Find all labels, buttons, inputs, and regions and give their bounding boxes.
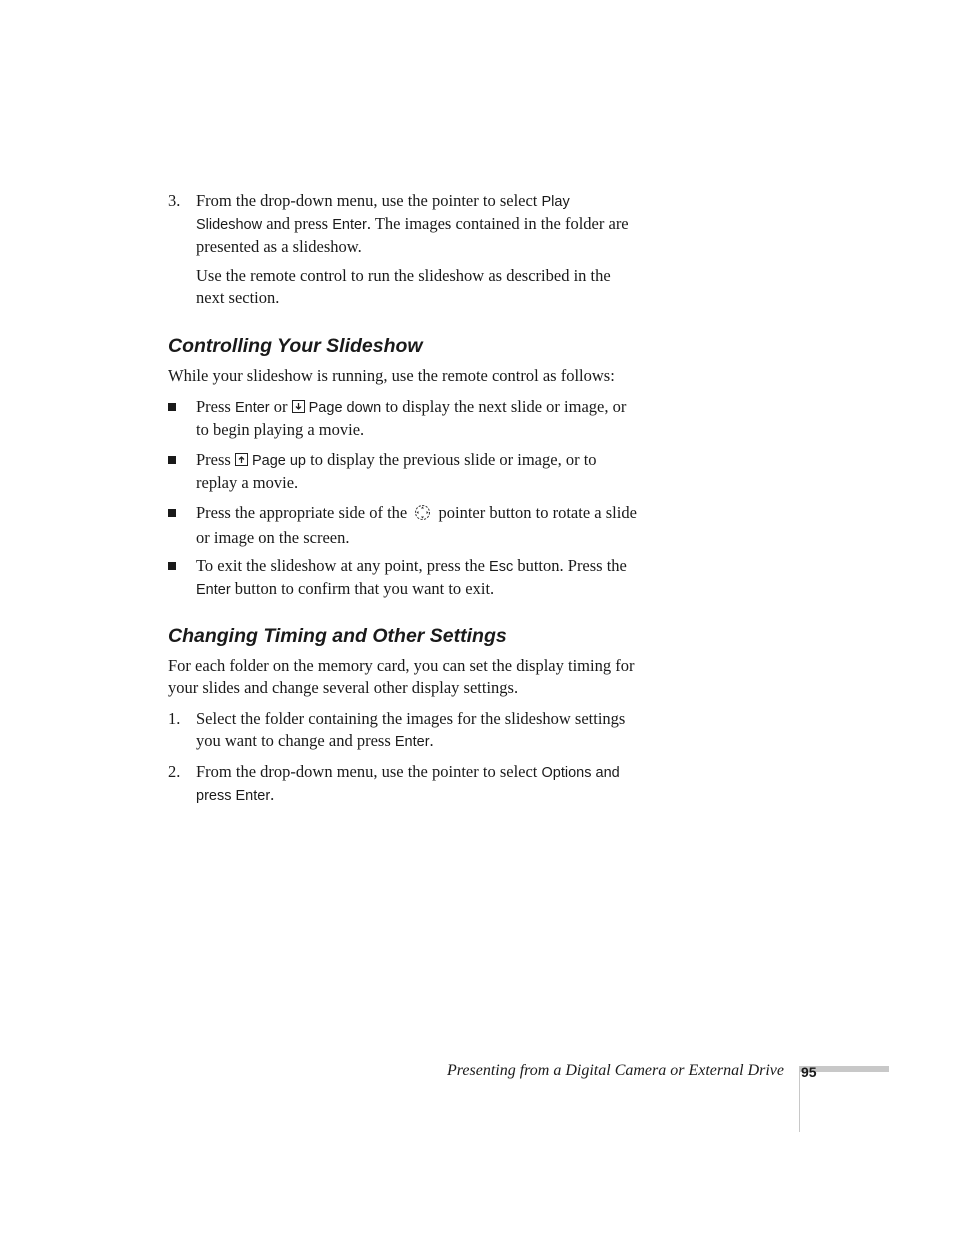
text: From the drop-down menu, use the pointer to select bbox=[196, 191, 542, 210]
bullet-item bbox=[168, 449, 638, 494]
keyword: Page down bbox=[308, 400, 382, 416]
text: . The images contained in the folder are presented as a slideshow. bbox=[196, 214, 629, 256]
keyword: Enter bbox=[394, 734, 430, 750]
text: Select the folder containing the images for the slideshow settings you want to change and press bbox=[196, 709, 626, 750]
pointer-icon bbox=[414, 504, 431, 527]
keyword: Options and press Enter bbox=[196, 765, 620, 804]
keyword: Enter bbox=[332, 217, 367, 233]
keyword: Page up bbox=[251, 453, 306, 469]
footer-chapter-title: Presenting from a Digital Camera or External Drive bbox=[447, 1062, 784, 1079]
text: Press the appropriate side of the bbox=[196, 503, 412, 522]
bullet-item bbox=[168, 396, 638, 441]
page-down-icon bbox=[292, 400, 305, 413]
page-number: 95 bbox=[801, 1064, 817, 1080]
section-intro: For each folder on the memory card, you can set the display timing for your slides and change several other display settings. bbox=[168, 656, 635, 697]
section-intro: While your slideshow is running, use the remote control as follows: bbox=[168, 366, 615, 385]
text: button. Press the bbox=[513, 556, 627, 575]
text: . bbox=[270, 785, 275, 804]
bullet-marker bbox=[168, 509, 176, 517]
section-heading-timing: Changing Timing and Other Settings bbox=[168, 625, 507, 647]
step-number: 1. bbox=[168, 709, 181, 728]
step-number: 2. bbox=[168, 762, 181, 781]
keyword: Esc bbox=[489, 559, 514, 575]
step-text bbox=[196, 190, 638, 258]
text: to display the previous slide or image, or to replay a movie. bbox=[196, 450, 597, 492]
text: To exit the slideshow at any point, press the bbox=[196, 556, 490, 575]
footer-divider bbox=[799, 1066, 800, 1132]
bullet-marker bbox=[168, 456, 176, 464]
step-3-note: Use the remote control to run the slideshow as described in the next section. bbox=[196, 266, 611, 307]
bullet-marker bbox=[168, 562, 176, 570]
keyword: Play Slideshow bbox=[196, 194, 570, 233]
text: From the drop-down menu, use the pointer to select bbox=[196, 762, 542, 781]
text: button to confirm that you want to exit. bbox=[230, 579, 495, 598]
text: . bbox=[429, 731, 434, 750]
keyword: Enter bbox=[196, 582, 231, 598]
step-3 bbox=[168, 190, 638, 258]
step-1 bbox=[168, 708, 638, 753]
text: to display the next slide or image, or to begin playing a movie. bbox=[196, 397, 627, 439]
step-number: 3. bbox=[168, 191, 181, 210]
text: and press bbox=[262, 214, 333, 233]
bullet-item bbox=[168, 555, 638, 601]
text: or bbox=[269, 397, 292, 416]
bullet-marker bbox=[168, 403, 176, 411]
text: pointer button to rotate a slide or image on the screen. bbox=[196, 503, 637, 547]
keyword: Enter bbox=[234, 400, 270, 416]
text: Press bbox=[196, 450, 235, 469]
page-up-icon bbox=[235, 453, 248, 466]
text: Press bbox=[196, 397, 235, 416]
bullet-item bbox=[168, 502, 638, 549]
section-heading-controlling: Controlling Your Slideshow bbox=[168, 335, 423, 357]
step-2 bbox=[168, 761, 638, 807]
